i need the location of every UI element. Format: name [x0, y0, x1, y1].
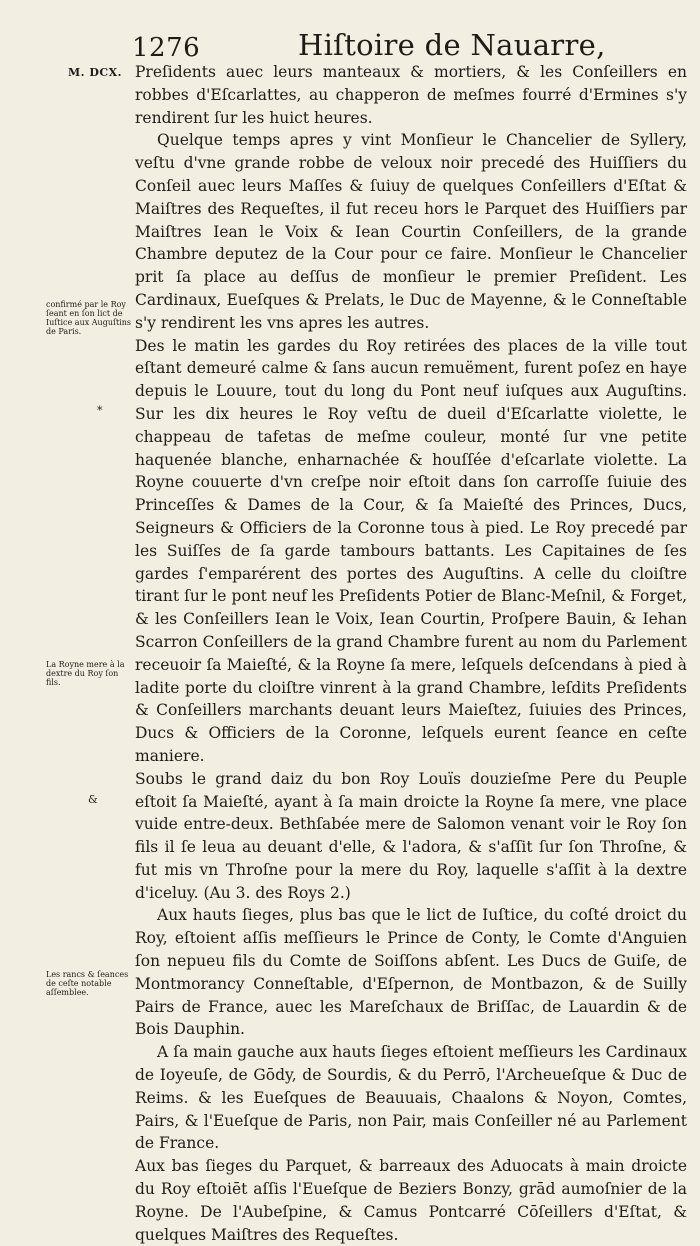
- margin-note: La Royne mere à la dextre du Roy ſon fils.: [46, 660, 125, 687]
- paragraph: Aux hauts ſieges, plus bas que le lict de Iuſtice, du coſté droict du Roy, eſtoient aſſis meſſieurs le Prince de Conty, le Comte d'Anguien ſon nepueu fils du Comte de Soiſſons abſent. Les Ducs de Guiſe, de Montmorancy Conneſtable, d'Eſpernon, de Montbazon, & de Suilly Pairs de France, auec les Mareſchaux de Briſſac, de Lauardin & de Bois Dauphin.: [135, 906, 687, 1039]
- margin-note: confirmé par le Roy ſeant en ſon lict de Iuſtice aux Auguſtins de Paris.: [46, 300, 131, 336]
- year-marker: M. DCX.: [68, 66, 122, 79]
- body-text: [135, 61, 687, 1246]
- paragraph: Quelque temps apres y vint Monſieur le Chancelier de Syllery, veſtu d'vne grande robbe de veloux noir precedé des Huiſſiers du Conſeil auec leurs Maſſes & ſuiuy de quelques Conſeillers d'Eſtat & Maiſtres des Requeſtes, il fut receu hors le Parquet des Huiſſiers par Maiſtres Iean le Voix & Iean Courtin Conſeillers, de la grande Chambre deputez de la Cour pour ce faire. Monſieur le Chancelier prit ſa place au deſſus de monſieur le premier Preſident. Les Cardinaux, Eueſques & Prelats, le Duc de Mayenne, & le Conneſtable s'y rendirent les vns apres les autres.: [135, 131, 687, 332]
- paragraph: Preſidents auec leurs manteaux & mortiers, & les Conſeillers en robbes d'Eſcarlattes, au chapperon de meſmes fourré d'Ermines s'y rendirent ſur les huict heures.: [135, 63, 687, 127]
- paragraph: A ſa main gauche aux hauts ſieges eſtoient meſſieurs les Cardinaux de Ioyeuſe, de Gōdy, de Sourdis, & du Perrō, l'Archeueſque & Duc de Reims. & les Eueſques de Beauuais, Chaalons & Noyon, Comtes, Pairs, & l'Eueſque de Paris, non Pair, mais Conſeiller né au Parlement de France.: [135, 1043, 687, 1153]
- margin-mark: &: [88, 793, 98, 806]
- paragraph: Des le matin les gardes du Roy retirées des places de la ville tout eſtant demeuré calme & ſans aucun remuëment, furent poſez en haye depuis le Louure, tout du long du Pont neuf iuſques aux Auguſtins. Sur les dix heures le Roy veſtu de dueil d'Eſcarlatte violette, le chappeau de tafetas de meſme couleur, monté ſur vne petite haquenée blanche, enharnachée & houſſée d'eſcarlate violette. La Royne couuerte d'vn creſpe noir eſtoit dans ſon carroſſe ſuiuie des Princeſſes & Dames de la Cour, & ſa Maieſté des Princes, Ducs, Seigneurs & Officiers de la Coronne tous à pied. Le Roy precedé par les Suiſſes de ſa garde tambours battants. Les Capitaines de ſes gardes ſ'emparérent des portes des Auguſtins. A celle du cloiſtre tirant ſur le pont neuf les Preſidents Potier de Blanc-Meſnil, & Forget, & les Conſeillers Iean le Voix, Iean Courtin, Proſpere Bauin, & Iehan Scarron Conſeillers de la grand Chambre furent au nom du Parlement receuoir ſa Maieſté, & la Royne ſa mere, leſquels deſcendans à pied à ladite porte du cloiſtre vinrent à la grand Chambre, leſdits Preſidents & Conſeillers marchants deuant leurs Maieſtez, ſuiuies des Princes, Ducs & Officiers de la Coronne, leſquels eurent ſeance en ceſte maniere.: [135, 336, 687, 765]
- margin-note: Les rancs & ſeances de ceſte notable aſſemblee.: [46, 970, 129, 997]
- margin-mark: *: [97, 404, 103, 417]
- paragraph: Soubs le grand daiz du bon Roy Louïs douzieſme Pere du Peuple eſtoit ſa Maieſté, ayant à ſa main droicte la Royne ſa mere, vne place vuide entre-deux. Bethſabée mere de Salomon venant voir le Roy ſon fils il ſe leua au deuant d'elle, & l'adora, & s'aſſit ſur ſon Throſne, & fut mis vn Throſne pour la mere du Roy, laquelle s'aſſit à la dextre d'iceluy. (Au 3. des Roys 2.): [135, 769, 687, 902]
- page-number: 1276: [132, 33, 201, 63]
- running-head-title: Hiſtoire de Nauarre,: [298, 28, 606, 62]
- paragraph: Aux bas ſieges du Parquet, & barreaux des Aduocats à main droicte du Roy eſtoiēt aſſis l'Eueſque de Beziers Bonzy, grād aumoſnier de la Royne. De l'Aubeſpine, & Camus Pontcarré Cōſeillers d'Eſtat, & quelques Maiſtres des Requeſtes.: [135, 1157, 687, 1244]
